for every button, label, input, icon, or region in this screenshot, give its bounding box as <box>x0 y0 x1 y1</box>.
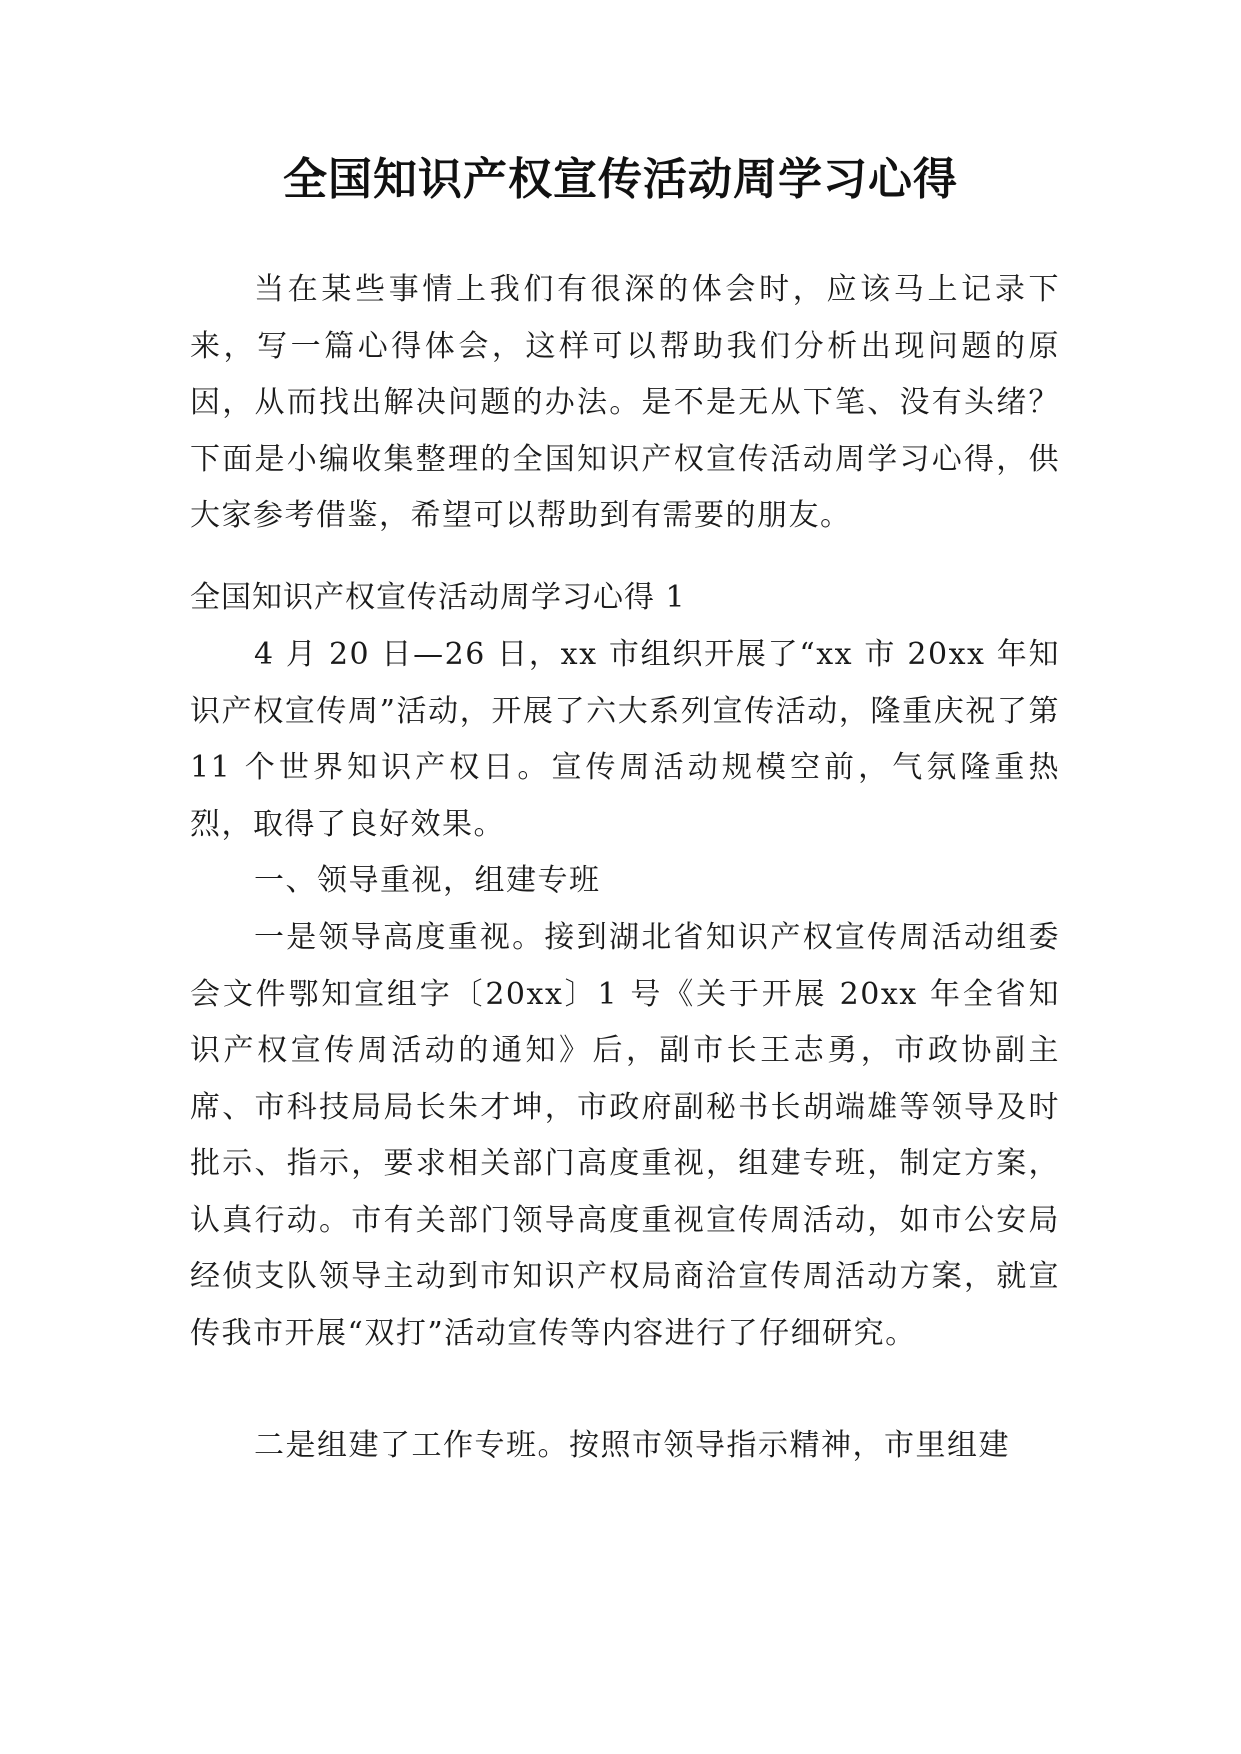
paragraph-1: 4 月 20 日—26 日，xx 市组织开展了“xx 市 20xx 年知识产权宣传周”活动，开展了六大系列宣传活动，隆重庆祝了第 11 个世界知识产权日。宣传周活动规模空前，气氛隆重热烈，取得了良好效果。 <box>190 637 1060 842</box>
section-title: 全国知识产权宣传活动周学习心得 1 <box>190 580 686 615</box>
paragraph-3: 二是组建了工作专班。按照市领导指示精神，市里组建 <box>254 1428 1010 1463</box>
subheading-leadership: 一、领导重视，组建专班 <box>254 863 601 898</box>
paragraph-2: 一是领导高度重视。接到湖北省知识产权宣传周活动组委会文件鄂知宣组字〔20xx〕1 号《关于开展 20xx 年全省知识产权宣传周活动的通知》后，副市长王志勇，市政协副主席、市科技局局长朱才坤，市政府副秘书长胡端雄等领导及时批示、指示，要求相关部门高度重视，组建专班，制定方案，认真行动。市有关部门领导高度重视宣传周活动，如市公安局经侦支队领导主动到市知识产权局商洽宣传周活动方案，就宣传我市开展“双打”活动宣传等内容进行了仔细研究。 <box>190 920 1060 1351</box>
intro-paragraph: 当在某些事情上我们有很深的体会时，应该马上记录下来，写一篇心得体会，这样可以帮助我们分析出现问题的原因，从而找出解决问题的办法。是不是无从下笔、没有头绪？下面是小编收集整理的全国知识产权宣传活动周学习心得，供大家参考借鉴，希望可以帮助到有需要的朋友。 <box>190 272 1060 533</box>
document-title: 全国知识产权宣传活动周学习心得 <box>283 154 958 205</box>
